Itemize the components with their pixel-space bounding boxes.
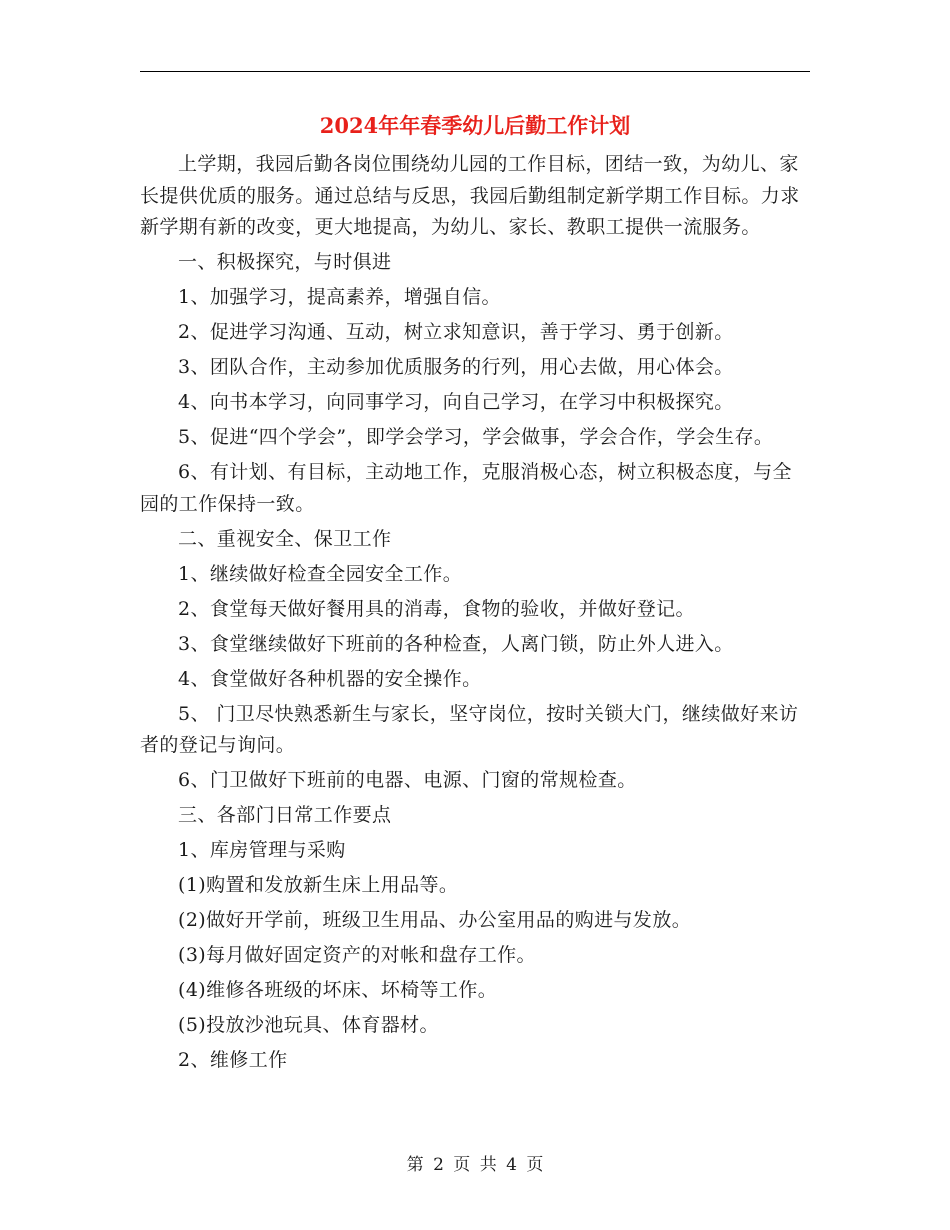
list-item: 4、向书本学习，向同事学习，向自己学习，在学习中积极探究。 xyxy=(178,391,734,413)
list-item: 1、继续做好检查全园安全工作。 xyxy=(178,562,463,585)
list-item: 6、门卫做好下班前的电器、电源、门窗的常规检查。 xyxy=(178,769,637,791)
list-item: 5、促进“四个学会”，即学会学习，学会做事，学会合作，学会生存。 xyxy=(178,426,774,448)
list-item: 5、 门卫尽快熟悉新生与家长，坚守岗位，按时关锁大门，继续做好来访者的登记与询问。 xyxy=(140,702,799,756)
list-item: (4)维修各班级的坏床、坏椅等工作。 xyxy=(178,979,498,1001)
page-number: 第 2 页 共 4 页 xyxy=(406,1155,544,1175)
list-item: 2、促进学习沟通、互动，树立求知意识，善于学习、勇于创新。 xyxy=(178,321,734,343)
list-item: 1、加强学习，提高素养，增强自信。 xyxy=(178,286,501,308)
section-heading: 二、重视安全、保卫工作 xyxy=(178,527,392,550)
list-item: (1)购置和发放新生床上用品等。 xyxy=(178,874,459,896)
document-body xyxy=(140,149,810,1080)
list-item: (5)投放沙池玩具、体育器材。 xyxy=(178,1014,439,1036)
list-item: (3)每月做好固定资产的对帐和盘存工作。 xyxy=(178,944,536,966)
section-heading: 三、各部门日常工作要点 xyxy=(178,804,392,826)
section-heading: 一、积极探究，与时俱进 xyxy=(178,251,392,273)
list-item: 3、团队合作，主动参加优质服务的行列，用心去做，用心体会。 xyxy=(178,356,734,378)
list-item: 3、食堂继续做好下班前的各种检查，人离门锁，防止外人进入。 xyxy=(178,632,734,655)
paragraph-intro: 上学期，我园后勤各岗位围绕幼儿园的工作目标，团结一致，为幼儿、家长提供优质的服务。通过总结与反思，我园后勤组制定新学期工作目标。力求新学期有新的改变，更大地提高，为幼儿、家长、教职工提供一流服务。 xyxy=(140,153,800,238)
document-title: 2024年年春季幼儿后勤工作计划 xyxy=(319,113,631,138)
header-rule xyxy=(140,71,810,72)
sub-heading: 1、库房管理与采购 xyxy=(178,839,346,861)
list-item: 6、有计划、有目标，主动地工作，克服消极心态，树立积极态度，与全园的工作保持一致。 xyxy=(140,461,792,515)
list-item: (2)做好开学前，班级卫生用品、办公室用品的购进与发放。 xyxy=(178,909,692,931)
sub-heading: 2、维修工作 xyxy=(178,1049,288,1071)
list-item: 4、食堂做好各种机器的安全操作。 xyxy=(178,667,482,690)
list-item: 2、食堂每天做好餐用具的消毒，食物的验收，并做好登记。 xyxy=(178,597,695,620)
